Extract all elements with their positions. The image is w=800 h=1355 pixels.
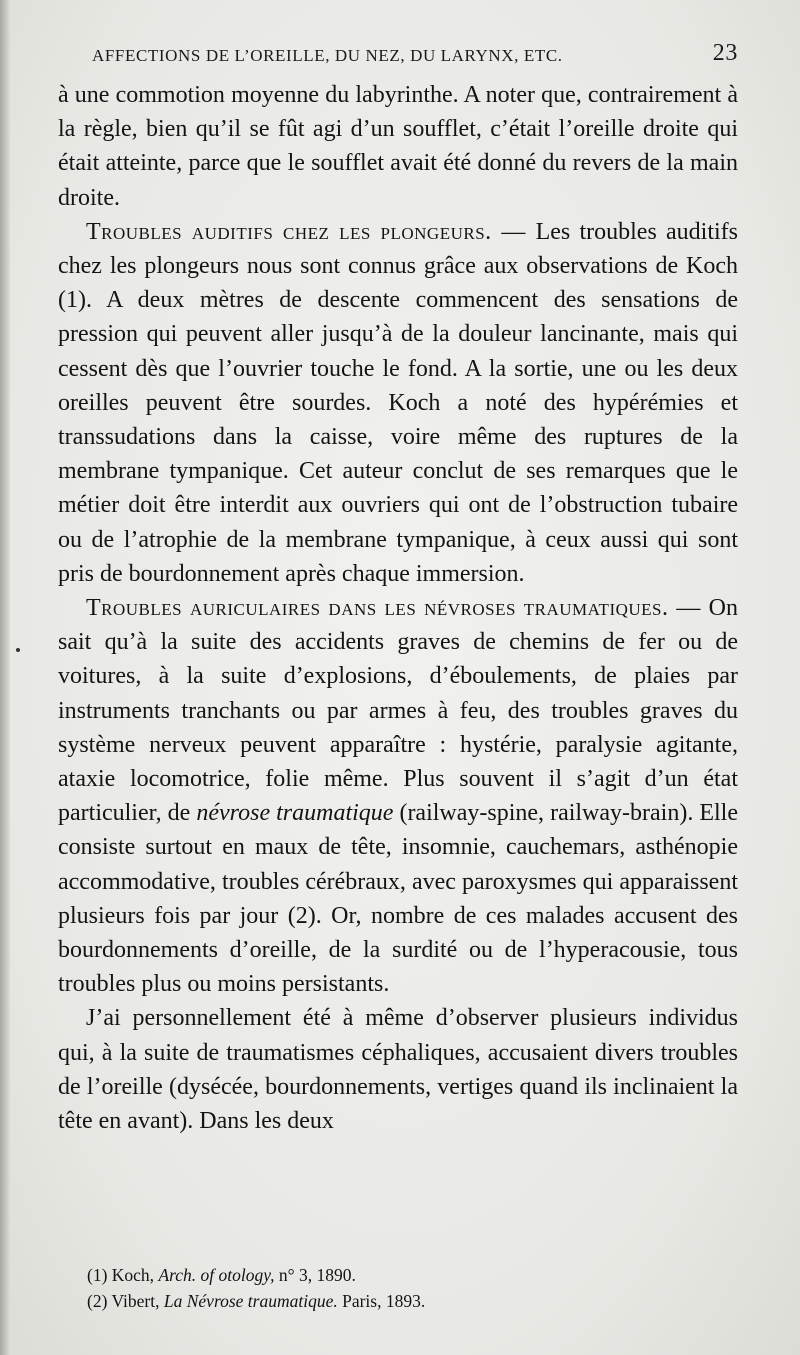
footnote-details: Paris, 1893. — [342, 1291, 426, 1311]
running-head-title: AFFECTIONS DE L’OREILLE, DU NEZ, DU LARYNX, ETC. — [92, 46, 563, 65]
paragraph-text: (railway-spine, railway-brain). Elle consiste surtout en maux de tête, insomnie, cauchemars, asthénopie accommodative, troubles cérébraux, avec paroxysmes qui apparaissent plusieurs fois par jour (2). Or, nombre de ces malades accusent des bourdonnements d’oreille, de la surdité ou de l’hyperacousie, tous troubles plus ou moins persistants. — [58, 800, 738, 998]
italic-term: névrose traumatique — [196, 800, 394, 827]
footnotes — [87, 1262, 737, 1314]
footnote-author: Vibert, — [111, 1291, 160, 1311]
page-number: 23 — [712, 40, 738, 66]
footnote-1 — [87, 1262, 737, 1288]
footnote-marker: (2) — [87, 1291, 108, 1311]
section-lead-plongeurs: Troubles auditifs chez les plongeurs. — — [86, 218, 536, 245]
footnote-author: Koch, — [111, 1265, 155, 1285]
paragraph-text: Les troubles auditifs chez les plongeurs nous sont connus grâce aux observations de Koch (1). A deux mètres de descente commencent des sensations de pression qui peuvent aller jusqu’à de la douleur lancinante, mais qui cessent dès que l’ouvrier touche le fond. A la sortie, une ou les deux oreilles peuvent être sourdes. Koch a noté des hypérémies et transsudations dans la caisse, voire même des ruptures de la membrane tympanique. Cet auteur conclut de ses remarques que le métier doit être interdit aux ouvriers qui ont de l’obstruction tubaire ou de l’atrophie de la membrane tympanique, à ceux aussi qui sont pris de bourdonnement après chaque immersion. — [58, 218, 738, 587]
footnote-title: La Névrose traumatique. — [163, 1291, 338, 1311]
ink-speck — [16, 648, 20, 652]
footnote-marker: (1) — [87, 1265, 108, 1285]
paragraph-observation — [58, 1001, 738, 1138]
paragraph-text: On sait qu’à la suite des accidents graves de chemins de fer ou de voitures, à la suite d’explosions, d’éboulements, de plaies par instruments tranchants ou par armes à feu, des troubles graves du système nerveux peuvent apparaître : hystérie, paralysie agitante, ataxie locomotrice, folie même. Plus souvent il s’agit d’un état particulier, de — [58, 595, 738, 827]
paragraph-plongeurs — [58, 215, 738, 591]
footnote-2 — [87, 1288, 737, 1314]
paragraph-commotion — [58, 78, 738, 215]
footnote-title: Arch. of otology, — [158, 1265, 275, 1285]
paragraph-text: J’ai personnellement été à même d’observer plusieurs individus qui, à la suite de traumatismes céphaliques, accusaient divers troubles de l’oreille (dysécée, bourdonnements, vertiges quand ils inclinaient la tête en avant). Dans les deux — [58, 1005, 738, 1135]
paragraph-nevroses — [58, 591, 738, 1001]
body-text — [58, 78, 738, 1138]
footnote-details: n° 3, 1890. — [278, 1265, 356, 1285]
section-lead-nevroses: Troubles auriculaires dans les névroses traumatiques. — — [86, 595, 709, 622]
paragraph-text: à une commotion moyenne du labyrinthe. A noter que, contrairement à la règle, bien qu’il se fût agi d’un soufflet, c’était l’oreille droite qui était atteinte, parce que le soufflet avait été donné du revers de la main droite. — [58, 82, 738, 211]
page-gutter-shadow — [0, 0, 10, 1355]
running-head — [92, 40, 738, 72]
